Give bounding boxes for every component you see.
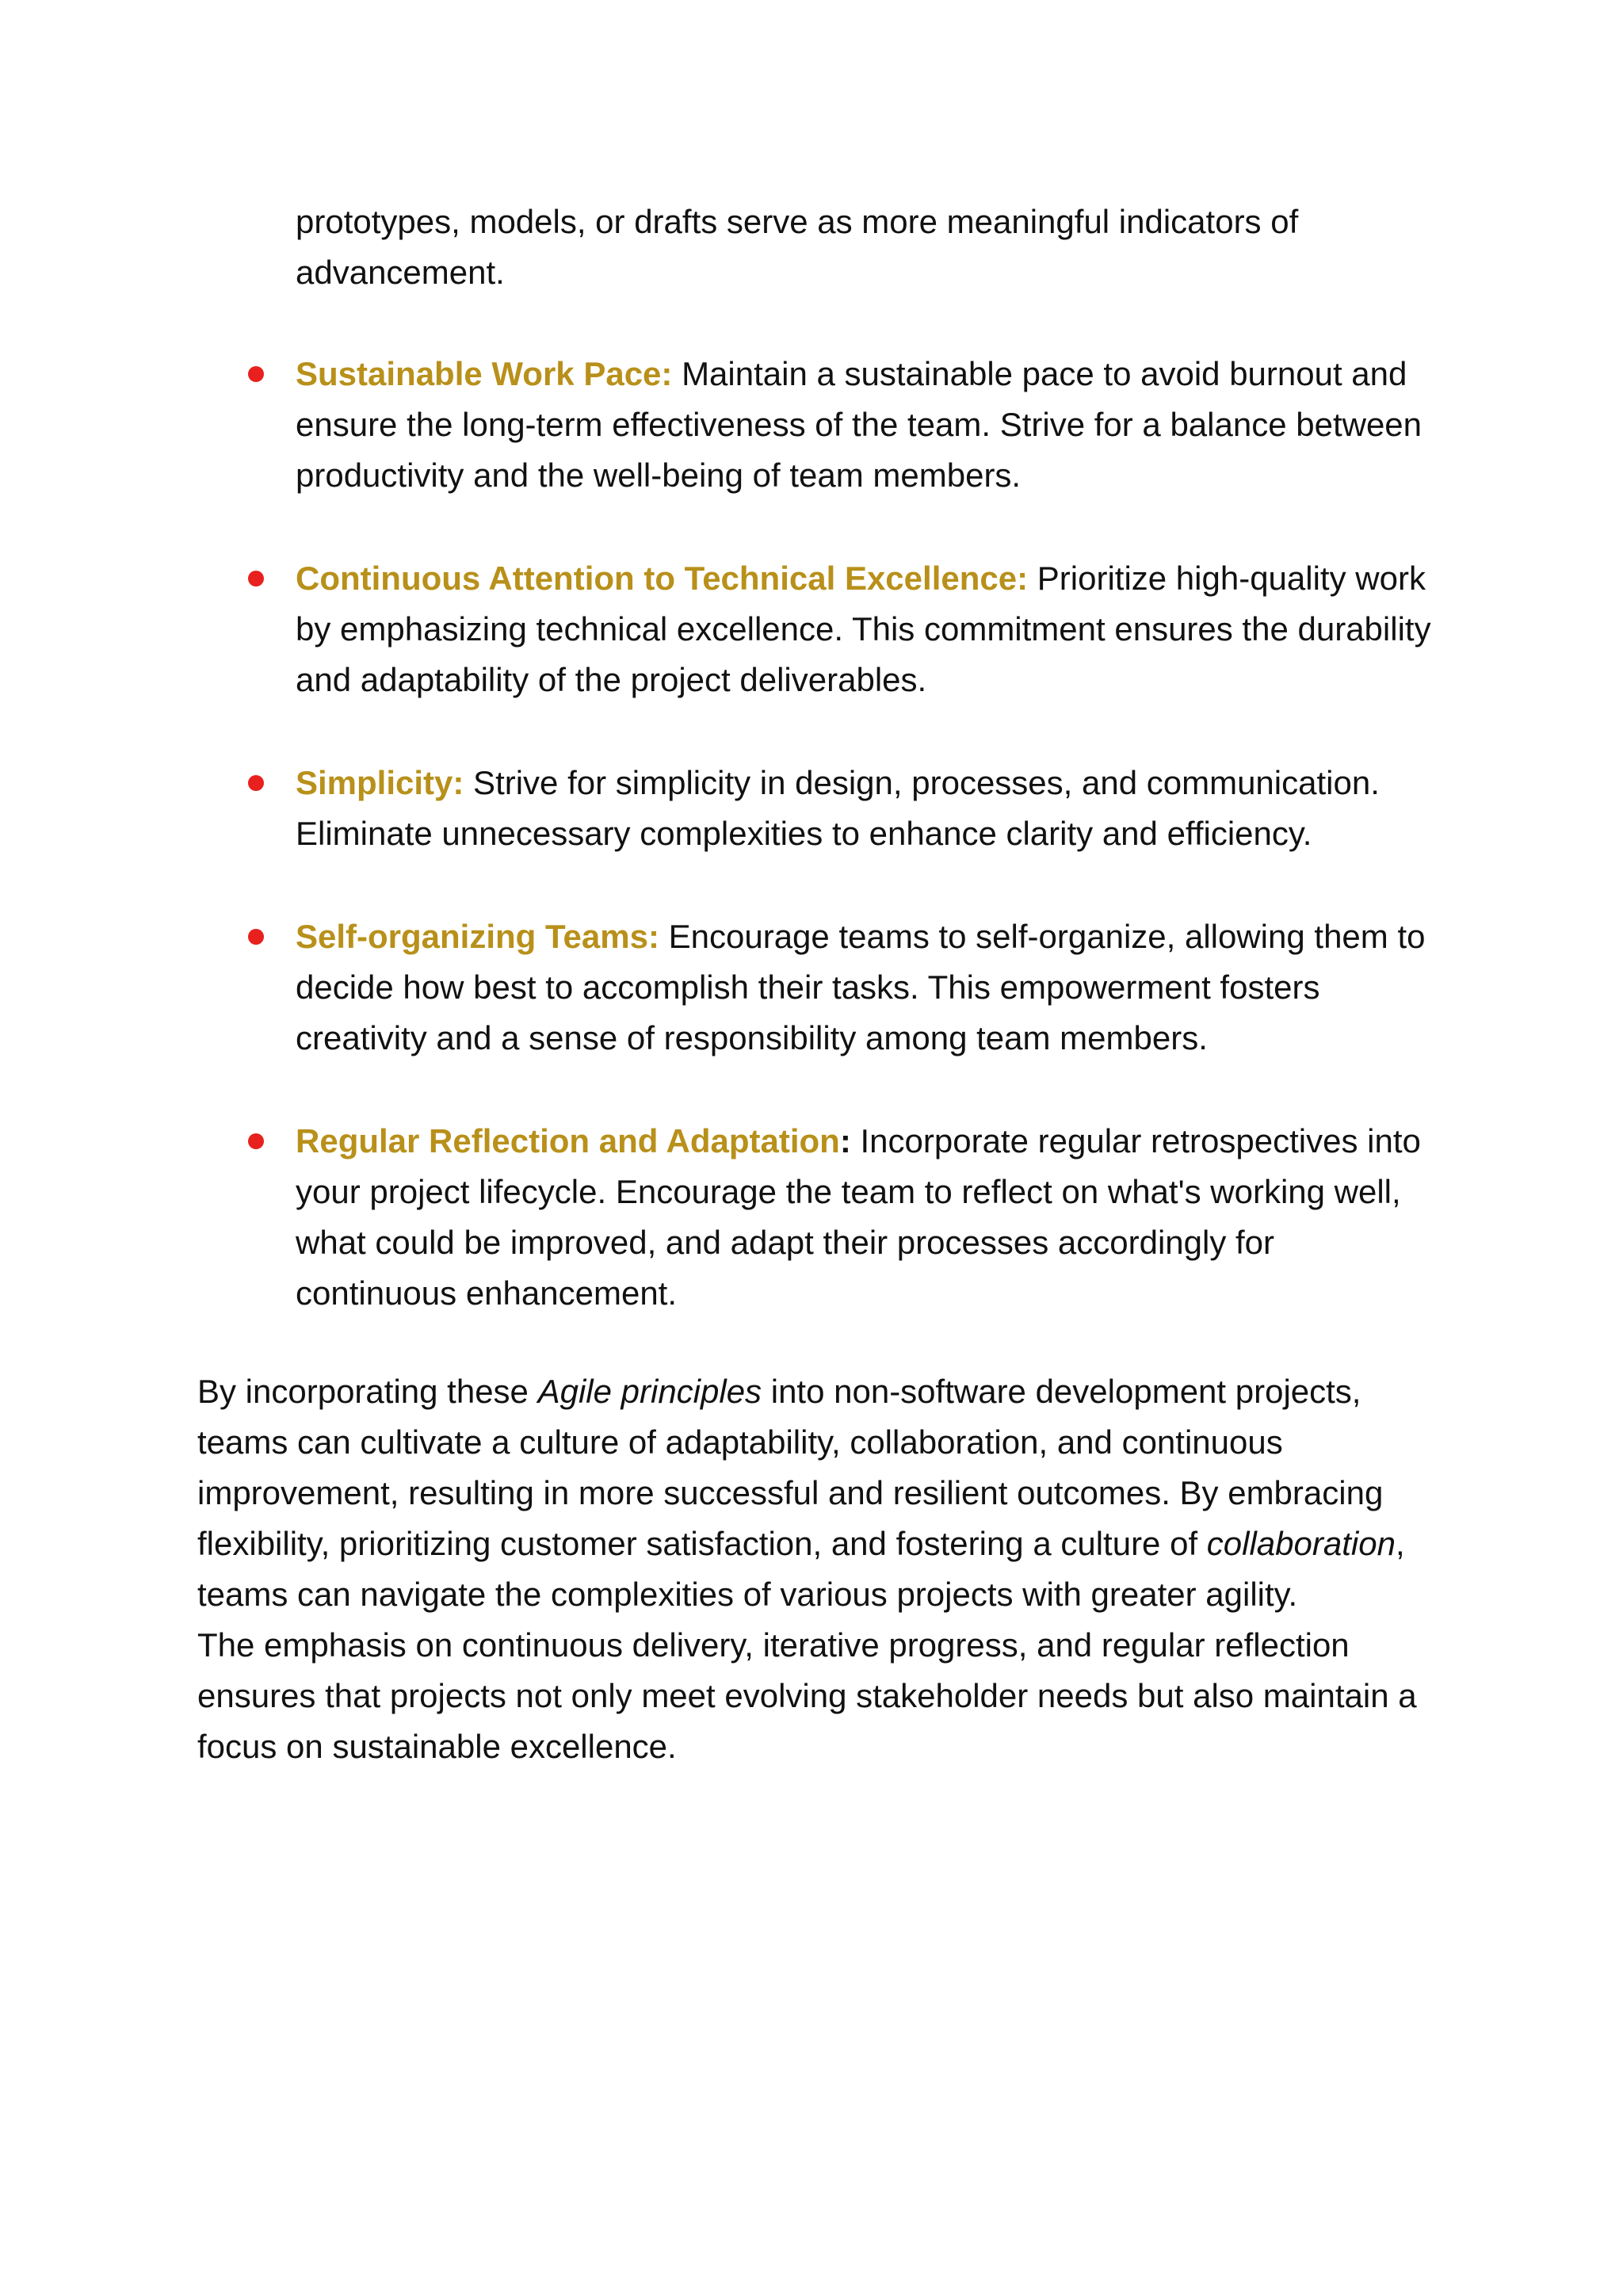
bullet-term: Self-organizing Teams: (296, 918, 659, 955)
bullet-dot-icon (248, 571, 264, 586)
list-item-sustainable-work-pace (0, 349, 1441, 501)
bullet-body: Maintain a sustainable pace to avoid burnout and ensure the long-term effectiveness of the team. Strive for a balance between productivity and the well-being of team members. (296, 355, 1423, 494)
bullet-dot-icon (248, 1133, 264, 1149)
bullet-body: Encourage teams to self-organize, allowing them to decide how best to accomplish their tasks. This empowerment fosters creativity and a sense of responsibility among team members. (296, 918, 1426, 1056)
bullet-body: Strive for simplicity in design, processes, and communication. Eliminate unnecessary complexities to enhance clarity and efficiency. (296, 764, 1380, 852)
closing-paragraph-2: The emphasis on continuous delivery, iterative progress, and regular reflection ensures that projects not only meet evolving stakeholder needs but also maintain a focus on sustainable excellence. (197, 1626, 1417, 1765)
continued-paragraph: prototypes, models, or drafts serve as more meaningful indicators of advancement. (296, 203, 1299, 291)
bullet-dot-icon (248, 366, 264, 382)
list-item-simplicity (0, 758, 1441, 859)
list-item-regular-reflection (0, 1116, 1441, 1319)
bullet-term: Continuous Attention to Technical Excellence: (296, 560, 1029, 597)
list-item-technical-excellence (0, 553, 1441, 705)
bullet-body: Incorporate regular retrospectives into your project lifecycle. Encourage the team to reflect on what's working well, what could be improved, and adapt their processes accordingly for continuous enhancement. (296, 1122, 1421, 1312)
closing-section (197, 1366, 1442, 1772)
closing-text: into non-software development projects, teams can cultivate a culture of adaptability, collaboration, and continuous improvement, resulting in more successful and resilient outcomes. By embracing flexibility, prioritizing customer satisfaction, and fostering a culture of (197, 1373, 1384, 1562)
bullet-body: Prioritize high-quality work by emphasizing technical excellence. This commitment ensures the durability and adaptability of the project deliverables. (296, 560, 1431, 698)
bullet-term-colon: : (839, 1122, 851, 1159)
principles-list (0, 349, 1623, 1371)
closing-text: , teams can navigate the complexities of various projects with greater agility. (197, 1525, 1405, 1613)
bullet-term: Regular Reflection and Adaptation (296, 1122, 840, 1159)
bullet-dot-icon (248, 929, 264, 945)
closing-paragraph-1 (197, 1366, 1442, 1620)
bullet-term: Simplicity: (296, 764, 464, 801)
closing-emphasis-agile-principles: Agile principles (537, 1373, 762, 1410)
closing-text: By incorporating these (197, 1373, 538, 1410)
closing-emphasis-collaboration: collaboration (1206, 1525, 1396, 1562)
list-item-self-organizing-teams (0, 911, 1441, 1064)
bullet-term: Sustainable Work Pace: (296, 355, 673, 392)
bullet-dot-icon (248, 775, 264, 791)
